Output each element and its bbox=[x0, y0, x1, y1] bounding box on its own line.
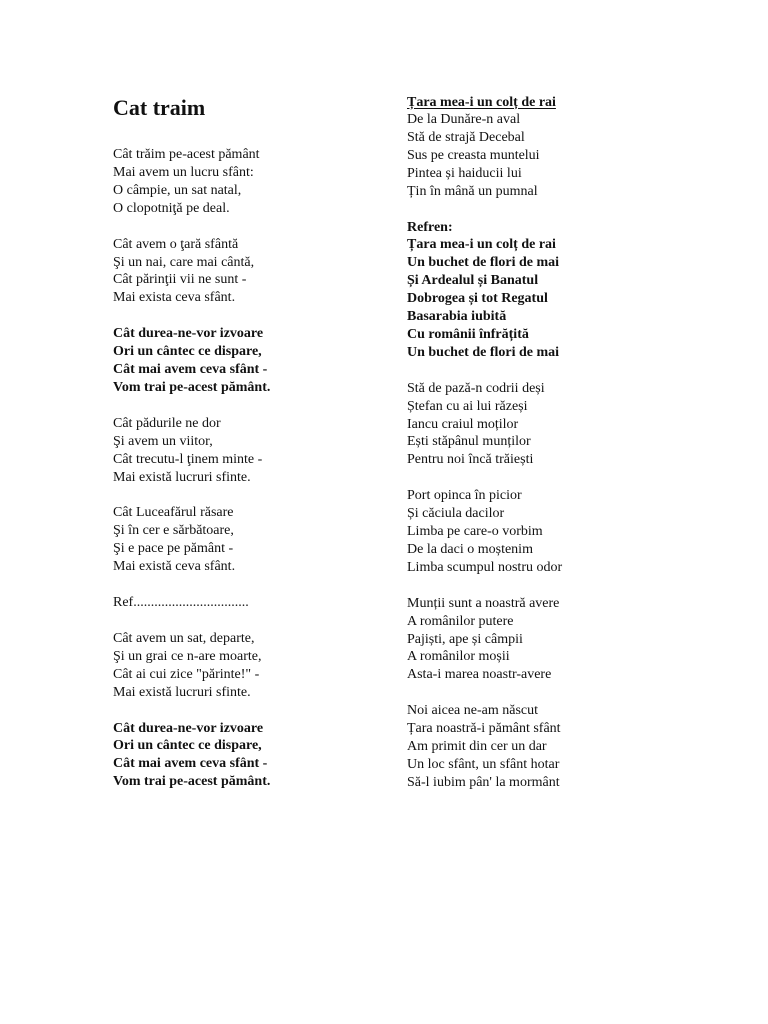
left-poem-line: Cât avem o ţară sfântă bbox=[113, 236, 239, 252]
right-song-line: Țara mea-i un colț de rai bbox=[407, 237, 556, 253]
left-poem-line: Şi în cer e sărbătoare, bbox=[113, 523, 234, 539]
right-song-line: Țin în mână un pumnal bbox=[407, 183, 538, 199]
right-song-line: Basarabia iubită bbox=[407, 309, 507, 324]
left-poem-line: Cât ai cui zice "părinte!" - bbox=[113, 666, 260, 682]
left-poem-line: Cât mai avem ceva sfânt - bbox=[113, 756, 268, 772]
left-poem-line: Cât trăim pe-acest pământ bbox=[113, 147, 260, 162]
right-song-line: Sus pe creasta muntelui bbox=[407, 147, 540, 163]
right-song-line: Limba scumpul nostru odor bbox=[407, 559, 563, 575]
right-song-line: Și căciula dacilor bbox=[407, 506, 505, 522]
left-poem-line: Cât mai avem ceva sfânt - bbox=[113, 362, 268, 377]
left-poem-line: Vom trai pe-acest pământ. bbox=[113, 379, 271, 395]
right-song-line: Stă de strajă Decebal bbox=[407, 129, 525, 145]
right-song-line: Pintea și haiducii lui bbox=[407, 165, 522, 181]
right-song-line: A românilor putere bbox=[407, 613, 514, 629]
left-poem-line: Cât durea-ne-vor izvoare bbox=[113, 720, 264, 736]
left-poem-line: Şi un grai ce n-are moarte, bbox=[113, 648, 262, 664]
right-song-line: Am primit din cer un dar bbox=[407, 739, 547, 754]
right-song-line: Ești stăpânul munților bbox=[407, 434, 531, 450]
right-song-line: De la daci o moștenim bbox=[407, 541, 533, 557]
right-song-line: Un buchet de flori de mai bbox=[407, 344, 560, 360]
right-song-line: Pentru noi încă trăiești bbox=[407, 452, 534, 468]
left-poem-line: Cât Luceafărul răsare bbox=[113, 505, 234, 521]
left-poem-line: Cât avem un sat, departe, bbox=[113, 630, 255, 646]
left-poem-line: Şi un nai, care mai cântă, bbox=[113, 254, 255, 270]
right-song-line: Un buchet de flori de mai bbox=[407, 255, 560, 271]
right-song-line: Iancu craiul moților bbox=[407, 416, 519, 432]
left-poem-line: Mai avem un lucru sfânt: bbox=[113, 164, 254, 180]
left-poem-line: Cât pădurile ne dor bbox=[113, 415, 221, 431]
right-song-line: Țara noastră-i pământ sfânt bbox=[407, 721, 561, 737]
left-poem-line: Şi e pace pe pământ - bbox=[113, 541, 234, 557]
song-title: Țara mea-i un colț de rai bbox=[407, 95, 556, 110]
left-poem-line: Ori un cântec ce dispare, bbox=[113, 738, 262, 754]
right-song-line: Ștefan cu ai lui răzeși bbox=[407, 398, 528, 414]
left-poem-line: Ref................................. bbox=[113, 595, 249, 610]
right-song-line: A românilor moșii bbox=[407, 649, 510, 665]
right-song-line: Pajiști, ape și câmpii bbox=[407, 631, 523, 647]
right-song-line: Dobrogea și tot Regatul bbox=[407, 291, 548, 307]
left-poem-line: Vom trai pe-acest pământ. bbox=[113, 774, 271, 790]
right-song-line: Refren: bbox=[407, 219, 453, 235]
left-poem-line: Ori un cântec ce dispare, bbox=[113, 344, 262, 360]
left-poem-line: Cât trecutu-l ţinem minte - bbox=[113, 451, 263, 467]
left-poem-line: Cât durea-ne-vor izvoare bbox=[113, 326, 264, 342]
right-song-line: Limba pe care-o vorbim bbox=[407, 524, 543, 539]
right-song-line: Munții sunt a noastră avere bbox=[407, 595, 560, 611]
right-song-line: Un loc sfânt, un sfânt hotar bbox=[407, 756, 560, 772]
right-song-line: Asta-i marea noastr-avere bbox=[407, 667, 552, 683]
left-poem-line: Cât părinţii vii ne sunt - bbox=[113, 272, 247, 288]
right-song-line: Să-l iubim pân' la mormânt bbox=[407, 774, 560, 790]
right-song-line: Stă de pază-n codrii deși bbox=[407, 380, 545, 396]
right-song-line: De la Dunăre-n aval bbox=[407, 112, 521, 127]
left-poem-line: Mai există lucruri sfinte. bbox=[113, 684, 251, 700]
left-poem-line: Mai exista ceva sfânt. bbox=[113, 290, 236, 306]
right-song-line: Și Ardealul și Banatul bbox=[407, 273, 539, 289]
poem-title: Cat traim bbox=[113, 95, 206, 120]
right-song-line: Noi aicea ne-am născut bbox=[407, 703, 538, 719]
left-poem-line: Şi avem un viitor, bbox=[113, 433, 213, 449]
left-poem-line: O clopotniţă pe deal. bbox=[113, 200, 230, 216]
left-poem-line: Mai există ceva sfânt. bbox=[113, 559, 236, 575]
right-song-line: Port opinca în picior bbox=[407, 488, 522, 504]
left-poem-line: Mai există lucruri sfinte. bbox=[113, 469, 251, 485]
right-song-line: Cu românii înfrățită bbox=[407, 326, 529, 342]
left-poem-line: O câmpie, un sat natal, bbox=[113, 182, 242, 198]
